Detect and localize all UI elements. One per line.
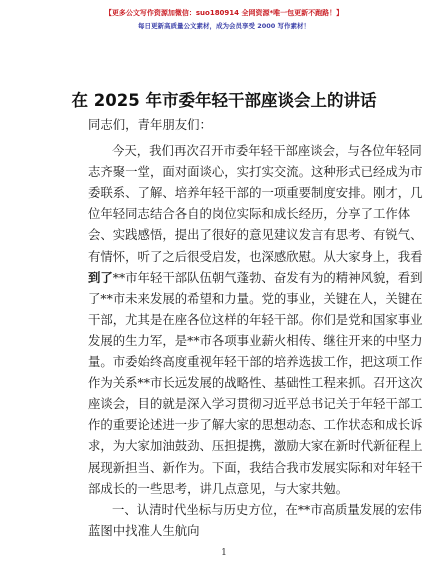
- body-line: 志齐聚一堂，面对面谈心，实打实交流。这种形式已经成为市: [88, 164, 423, 180]
- page-number: 1: [221, 548, 227, 558]
- body-line: 作的重要论述进一步了解大家的思想动态、工作状态和成长诉: [88, 417, 423, 433]
- body-line: 了**市未来发展的希望和力量。党的事业，关键在人，关键在: [88, 290, 423, 306]
- salutation: 同志们，青年朋友们：: [88, 117, 212, 132]
- body-line: 干部，尤其是在座各位这样的年轻干部。你们是党和国家事业: [88, 311, 423, 327]
- body-line: 蓝图中找准人生航向: [88, 522, 200, 538]
- body-line: 展现新担当、新作为。下面，我结合我市发展实际和对年轻干: [88, 459, 423, 475]
- body-line: 一、认清时代坐标与历史方位，在**市高质量发展的宏伟: [112, 501, 422, 517]
- body-line: 求，为大家加油鼓劲、压担提携，激励大家在新时代新征程上: [88, 438, 423, 454]
- body-line: 今天，我们再次召开市委年轻干部座谈会，与各位年轻同: [112, 143, 422, 158]
- body-line: 位年轻同志结合各自的岗位实际和成长经历，分享了工作体: [88, 206, 411, 222]
- body-line: 有情怀，听了之后很受启发，也深感欣慰。从大家身上，我看: [88, 248, 423, 264]
- body-line: 座谈会，目的就是深入学习贯彻习近平总书记关于年轻干部工: [88, 396, 423, 412]
- body-line-text: **市年轻干部队伍朝气蓬勃、奋发有为的精神风貌，看到: [112, 269, 423, 285]
- bold-phrase: 到了: [88, 269, 113, 285]
- body-line: 会、实践感悟，提出了很好的意见建议发言有思考、有锐气、: [88, 227, 423, 243]
- body-line: 委联系、了解、培养年轻干部的一项重要制度安排。刚才，几: [88, 185, 423, 201]
- body-line: [88, 269, 423, 285]
- body-line: 作为关系**市长远发展的战略性、基础性工程来抓。召开这次: [88, 375, 423, 391]
- body-line: 部成长的一些思考，讲几点意见，与大家共勉。: [88, 480, 349, 496]
- body-line: 量。市委始终高度重视年轻干部的培养选拔工作，把这项工作: [88, 354, 423, 369]
- promo-banner-line-1: 【更多公文写作资源加微信：suo180914 全网资源*唯一包更新不跑路！】: [104, 9, 344, 17]
- body-line: 发展的生力军，是**市各项事业薪火相传、继往开来的中坚力: [88, 332, 423, 348]
- document-title: 在 2025 年市委年轻干部座谈会上的讲话: [71, 91, 377, 110]
- promo-banner-line-2: 每日更新高质量公文素材，成为会员享受 2000 写作素材！: [137, 22, 311, 30]
